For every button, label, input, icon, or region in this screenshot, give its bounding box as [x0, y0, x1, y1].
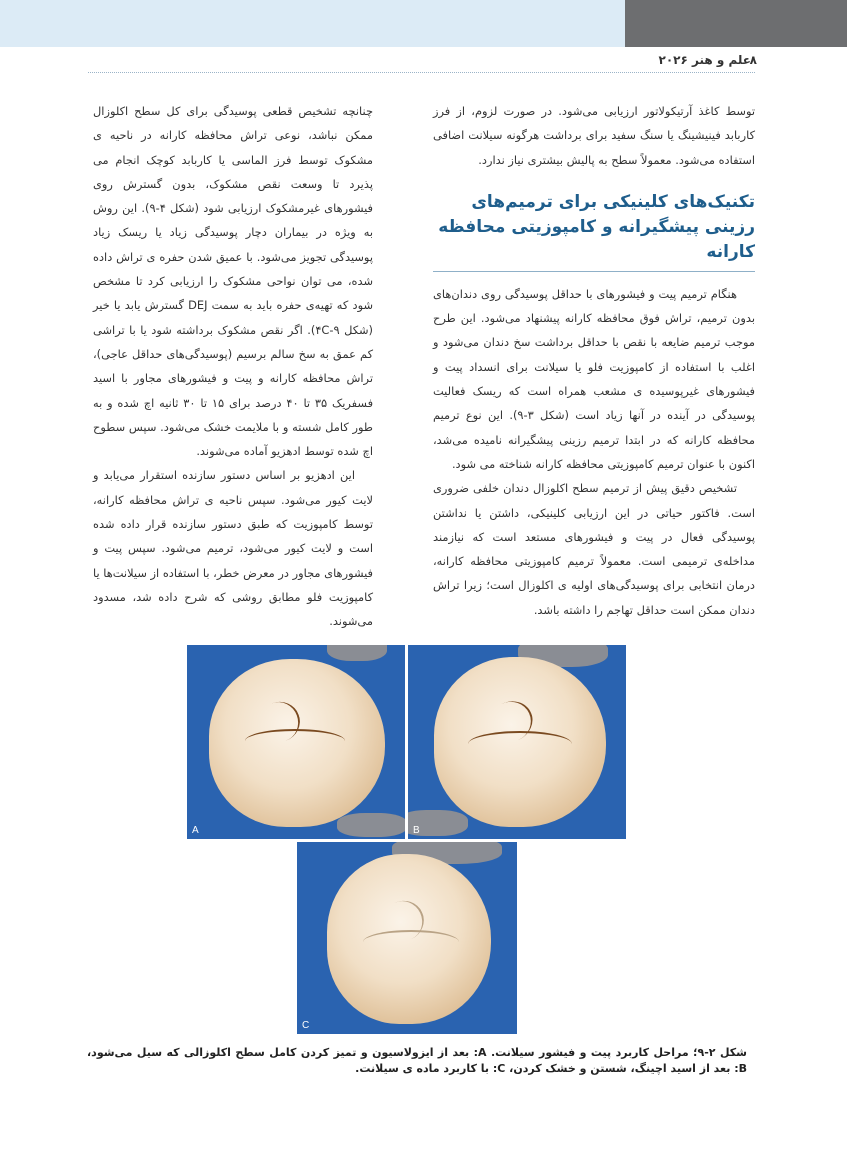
body-paragraph: چنانچه تشخیص قطعی پوسیدگی برای کل سطح اکلوزال ممکن نباشد، نوعی تراش محافظه کارانه در ناحیه ی مشکوک توسط فرز الماسی یا کاربابد کوچک انجام می پذیرد تا وسعت نقص مشکوک، بدون گسترش روی فیشورهای غیرمشکوک ارزیابی شود (شکل ۴-۹). این روش به ویژه در بیماران دچار پوسیدگی زیاد یا ریسک زیاد پوسیدگی تجویز می‌شود. با عمیق شدن حفره ی تراش داده شده، می توان نواحی مشکوک را ارزیابی کرد تا مشخص شود که تهیه‌ی حفره باید به سمت DEJ گسترش یابد یا خیر (شکل ۴C-۹). اگر نقص مشکوک برداشته شود یا با تراشی کم عمق به سخ سالم برسیم (پوسیدگی‌های حداقل عاجی)، تراش محافظه کارانه و پیت و فیشورهای مجاور با اسید فسفریک ۳۵ تا ۴۰ درصد برای ۱۵ تا ۳۰ ثانیه اچ شده و به طور کامل شسته و با ملایمت خشک می‌شود. سپس سطوح اچ شده توسط ادهزیو آماده می‌شوند.	[93, 104, 374, 459]
left-column	[93, 99, 373, 634]
panel-letter: C	[302, 1020, 310, 1031]
figure-caption: شکل ۲-۹؛ مراحل کاربرد پیت و فیشور سیلانت. A: بعد از ایزولاسیون و تمیز کردن کامل سطح اکلوزالی که سیل می‌شود، B: بعد از اسید اچینگ، شستن و خشک کردن، C: با کاربرد ماده ی سیلانت.	[87, 1046, 747, 1075]
body-paragraph: هنگام ترمیم پیت و فیشورهای با حداقل پوسیدگی روی دندان‌های بدون ترمیم، تراش فوق محافظه کارانه پیشنهاد می‌شود. این طرح موجب ترمیم ضایعه با نقص با حداقل برداشت سخ دندان می‌شود و اغلب با استفاده از کامپوزیت فلو یا سیلانت برای انسداد پیت و فیشورهای غیرپوسیده ی مشعب همراه است که ریسک فعالیت پوسیدگی در آینده در آنها زیاد است (شکل ۳-۹). این نوع ترمیم محافظه کارانه که در ابتدا ترمیم رزینی پیشگیرانه نامیده می‌شد، اکنون با عنوان ترمیم کامپوزیتی محافظه کارانه شناخته می شود.	[433, 286, 755, 471]
panel-letter: B	[413, 825, 420, 836]
rubber-dam-clamp	[337, 813, 405, 837]
figure-panel-c	[297, 842, 517, 1034]
figure-panel-a	[187, 645, 405, 839]
header-band	[0, 0, 625, 47]
right-column	[433, 99, 755, 622]
panel-letter: A	[192, 825, 199, 836]
figure-panel-b	[408, 645, 626, 839]
body-paragraph: تشخیص دقیق پیش از ترمیم سطح اکلوزال دندان خلفی ضروری است. فاکتور حیاتی در این ارزیابی کلینیکی، داشتن یا نداشتن پوسیدگی فعال در پیت و فیشورهای مستعد است که نیازمند مداخله‌ی ترمیمی است. معمولاً ترمیم کامپوزیتی محافظه کارانه، درمان انتخابی برای پوسیدگی‌های اولیه ی اکلوزال است؛ زیرا تراش دندان ممکن است حداقل تهاجم را داشته باشد.	[433, 481, 755, 617]
running-title: علم و هنر ۲۰۲۶	[658, 53, 751, 67]
header-corner-block	[625, 0, 847, 47]
page-number: ۸	[749, 53, 757, 67]
section-heading: تکنیک‌های کلینیکی برای ترمیم‌های رزینی پیشگیرانه و کامپوزیتی محافظه کارانه	[433, 190, 755, 272]
intro-paragraph: توسط کاغذ آرتیکولاتور ارزیابی می‌شود. در صورت لزوم، از فرز کاربابد فینیشینگ یا سنگ سفید برای برداشت هرگونه سیلانت اضافی استفاده می‌شود. معمولاً سطح به پالیش بیشتری نیاز ندارد.	[433, 104, 755, 167]
body-paragraph: این ادهزیو بر اساس دستور سازنده استقرار می‌یابد و لایت کیور می‌شود. سپس ناحیه ی تراش محافظه کارانه، توسط کامپوزیت که طبق دستور سازنده قرار داده شده است و لایت کیور می‌شود، ترمیم می‌شود. سپس پیت و فیشورهای مجاور در معرض خطر، با استفاده از سیلانت‌ها یا کامپوزیت فلو مطابق روشی که شرح داده شد، مسدود می‌شوند.	[93, 468, 373, 629]
header-rule	[88, 72, 755, 73]
rubber-dam-clamp	[327, 645, 387, 661]
